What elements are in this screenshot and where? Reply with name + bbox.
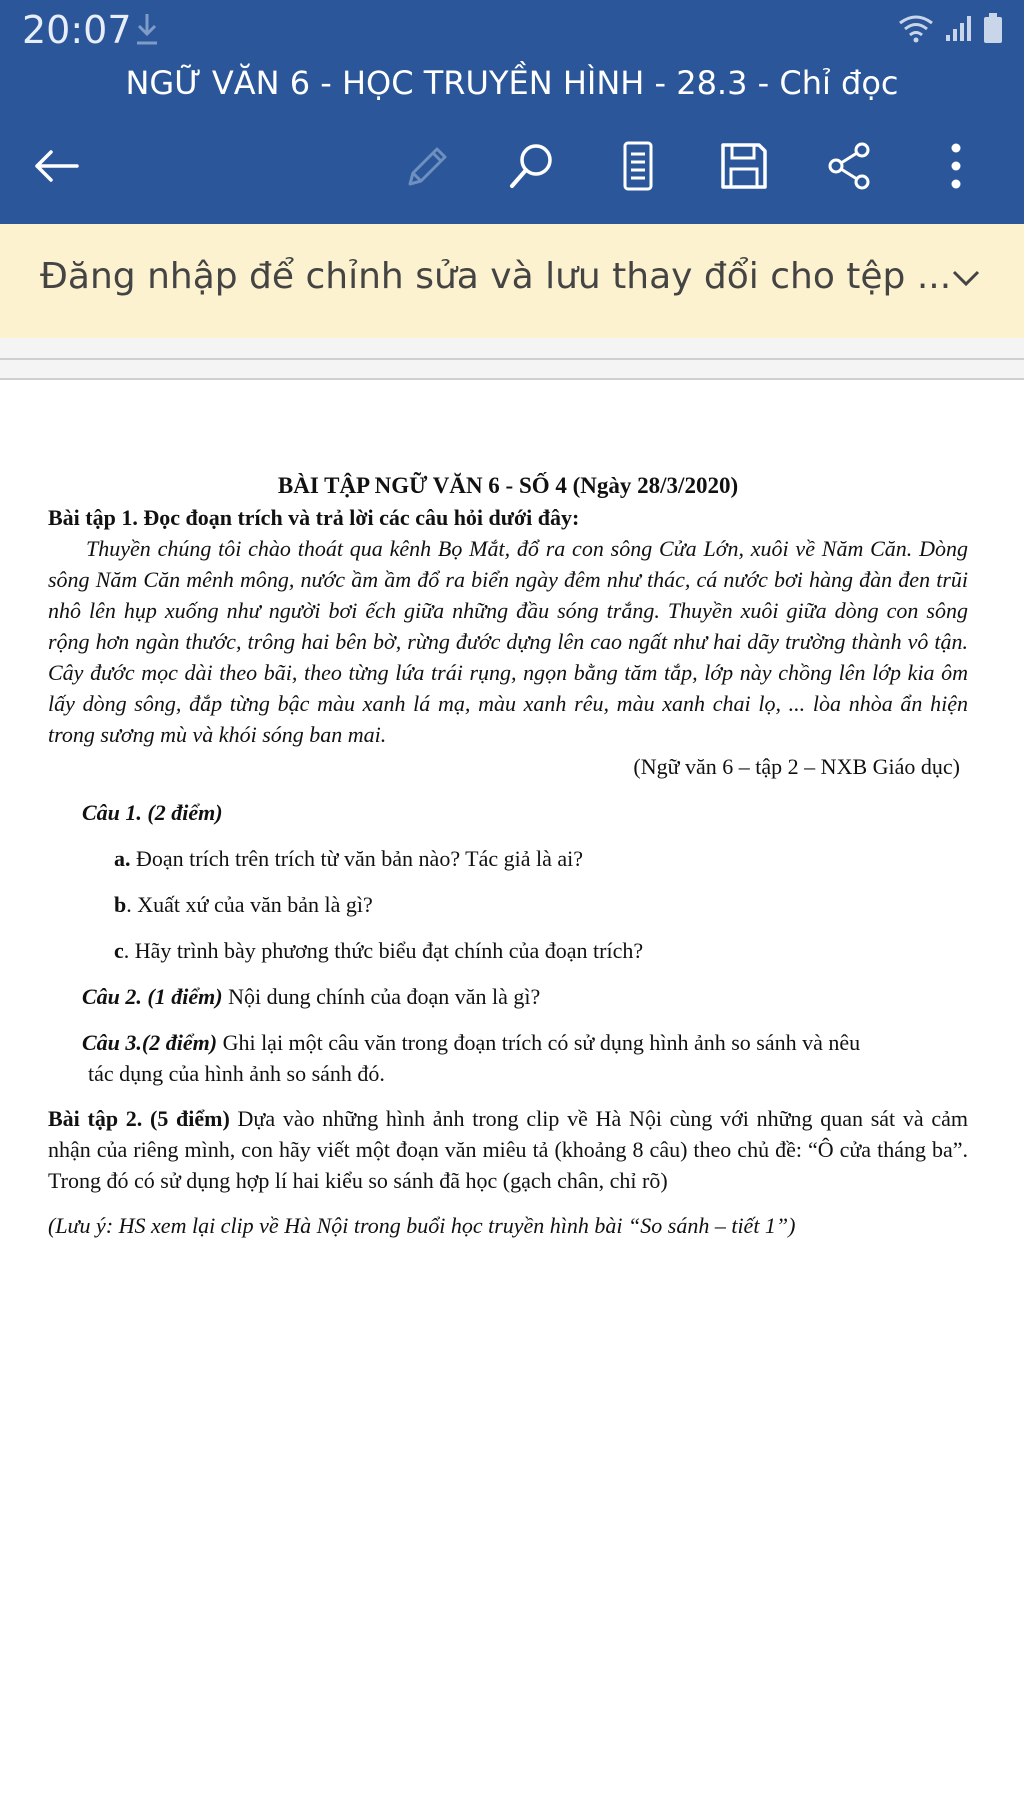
app-bar: [0, 0, 1024, 224]
divider: [0, 358, 1024, 360]
document-page: [48, 470, 968, 1241]
status-icons: [896, 12, 1004, 44]
question-1c: c. Hãy trình bày phương thức biểu đạt chính của đoạn trích?: [114, 938, 644, 963]
chevron-down-icon[interactable]: [948, 260, 984, 301]
battery-icon: [982, 12, 1004, 44]
signin-banner[interactable]: [0, 224, 1024, 338]
more-vertical-icon: [946, 140, 966, 192]
question-1b: b. Xuất xứ của văn bản là gì?: [114, 892, 373, 917]
signal-icon: [944, 13, 974, 43]
save-button[interactable]: [714, 136, 774, 196]
edit-button[interactable]: [396, 136, 456, 196]
pencil-icon: [400, 140, 452, 192]
download-icon: [134, 12, 160, 51]
reading-view-button[interactable]: [608, 136, 668, 196]
question-1a: a. Đoạn trích trên trích từ văn bản nào? Tác giả là ai?: [114, 846, 584, 871]
back-button[interactable]: [26, 136, 86, 196]
wifi-icon: [896, 13, 936, 43]
excerpt-paragraph: Thuyền chúng tôi chào thoát qua kênh Bọ Mắt, đổ ra con sông Cửa Lớn, xuôi về Năm Căn. Dòng sông Năm Căn mênh mông, nước ầm ầm đổ ra biển ngày đêm như thác, cá nước bơi hàng đàn đen trũi nhô lên hụp xuống như người bơi ếch giữa những đầu sóng trắng. Thuyền xuôi giữa dòng con sông rộng hơn ngàn thước, trông hai bên bờ, rừng đước dựng lên cao ngất như hai dãy trường thành vô tận. Cây đước mọc dài theo bãi, theo từng lứa trái rụng, ngọn bằng tăm tắp, lớp này chồng lên lớp kia ôm lấy dòng sông, đắp từng bậc màu xanh lá mạ, màu xanh rêu, màu xanh chai lọ, ... lòa nhòa ẩn hiện trong sương mù và khói sóng ban mai.: [48, 536, 968, 747]
question-2: Câu 2. (1 điểm) Nội dung chính của đoạn văn là gì?: [82, 984, 541, 1009]
exercise-1-title: Bài tập 1. Đọc đoạn trích và trả lời các câu hỏi dưới đây:: [48, 505, 580, 530]
document-title: NGỮ VĂN 6 - HỌC TRUYỀN HÌNH - 28.3 - Chỉ đọc: [125, 64, 899, 102]
document-heading: BÀI TẬP NGỮ VĂN 6 - SỐ 4 (Ngày 28/3/2020): [277, 473, 739, 498]
reading-view-icon: [618, 140, 658, 192]
divider: [0, 378, 1024, 380]
signin-banner-text: Đăng nhập để chỉnh sửa và lưu thay đổi cho tệp ...: [40, 256, 952, 297]
question-3-continued: tác dụng của hình ảnh so sánh đó.: [88, 1061, 385, 1086]
back-arrow-icon: [31, 146, 81, 186]
question-3: Câu 3.(2 điểm) Ghi lại một câu văn trong đoạn trích có sử dụng hình ảnh so sánh và nêu: [82, 1030, 861, 1055]
share-icon: [824, 140, 876, 192]
exercise-2: Bài tập 2. (5 điểm) Dựa vào những hình ảnh trong clip về Hà Nội cùng với những quan sát và cảm nhận của riêng mình, con hãy viết một đoạn văn miêu tả (khoảng 8 câu) theo chủ đề: “Ô cửa tháng ba”. Trong đó có sử dụng hợp lí hai kiểu so sánh đã học (gạch chân, chỉ rõ): [48, 1106, 968, 1193]
status-time: 20:07: [22, 8, 132, 52]
save-icon: [718, 140, 770, 192]
note: (Lưu ý: HS xem lại clip về Hà Nội trong buổi học truyền hình bài “So sánh – tiết 1”): [48, 1213, 796, 1238]
search-icon: [506, 140, 558, 192]
question-1-title: Câu 1. (2 điểm): [82, 800, 223, 825]
share-button[interactable]: [820, 136, 880, 196]
more-options-button[interactable]: [926, 136, 986, 196]
excerpt-source: (Ngữ văn 6 – tập 2 – NXB Giáo dục): [633, 754, 960, 779]
search-button[interactable]: [502, 136, 562, 196]
